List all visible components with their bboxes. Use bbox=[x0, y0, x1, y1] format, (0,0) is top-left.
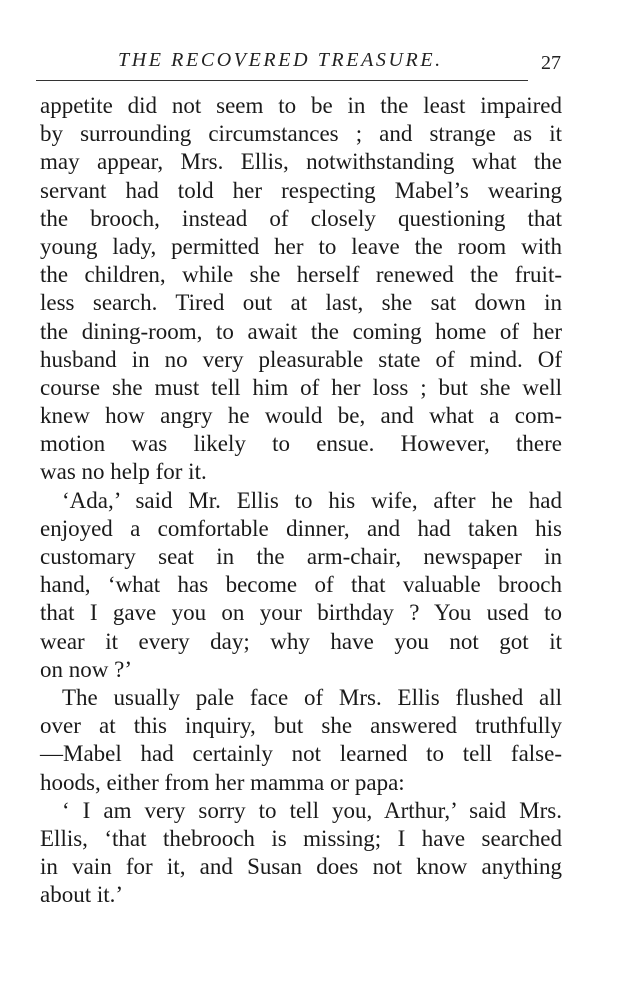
running-head: THE RECOVERED TREASURE. bbox=[118, 49, 443, 71]
text-line: on now ?’ bbox=[40, 656, 132, 682]
text-line: may appear, Mrs. Ellis, notwithstanding what the bbox=[40, 149, 562, 175]
text-line: motion was likely to ensue. However, there bbox=[40, 431, 562, 457]
text-line: the children, while she herself renewed the fruit- bbox=[40, 262, 562, 288]
text-line: was no help for it. bbox=[40, 459, 207, 485]
text-line: husband in no very pleasurable state of mind. Of bbox=[40, 346, 562, 372]
text-line: The usually pale face of Mrs. Ellis flushed all bbox=[62, 684, 562, 710]
text-line: ‘Ada,’ said Mr. Ellis to his wife, after he had bbox=[62, 487, 562, 513]
text-line: by surrounding circumstances ; and strange as it bbox=[40, 121, 562, 147]
text-line: hand, ‘what has become of that valuable brooch bbox=[40, 572, 562, 598]
text-line: enjoyed a comfortable dinner, and had taken his bbox=[40, 515, 562, 541]
body-text bbox=[40, 92, 562, 909]
text-line: knew how angry he would be, and what a com- bbox=[40, 403, 562, 429]
text-line: that I gave you on your birthday ? You used to bbox=[40, 600, 562, 626]
text-line: young lady, permitted her to leave the room with bbox=[40, 233, 562, 259]
text-line: course she must tell him of her loss ; but she well bbox=[40, 374, 562, 400]
text-line: over at this inquiry, but she answered truthfully bbox=[40, 713, 562, 739]
text-line: wear it every day; why have you not got it bbox=[40, 628, 562, 654]
header-rule bbox=[36, 80, 528, 81]
text-line: ‘ I am very sorry to tell you, Arthur,’ said Mrs. bbox=[62, 797, 562, 823]
text-line: about it.’ bbox=[40, 882, 124, 908]
text-line: the brooch, instead of closely questioning that bbox=[40, 205, 562, 231]
text-line: —Mabel had certainly not learned to tell false- bbox=[40, 741, 562, 767]
text-line: in vain for it, and Susan does not know anything bbox=[40, 854, 562, 880]
text-line: the dining-room, to await the coming home of her bbox=[40, 318, 562, 344]
text-line: hoods, either from her mamma or papa: bbox=[40, 769, 405, 795]
text-line: appetite did not seem to be in the least impaired bbox=[40, 93, 562, 118]
text-line: Ellis, ‘that thebrooch is missing; I have searched bbox=[40, 825, 562, 851]
text-line: customary seat in the arm-chair, newspaper in bbox=[40, 544, 562, 569]
text-line: servant had told her respecting Mabel’s wearing bbox=[40, 177, 562, 203]
text-line: less search. Tired out at last, she sat down in bbox=[40, 290, 562, 316]
page-header bbox=[36, 44, 564, 84]
page-number: 27 bbox=[541, 52, 561, 74]
